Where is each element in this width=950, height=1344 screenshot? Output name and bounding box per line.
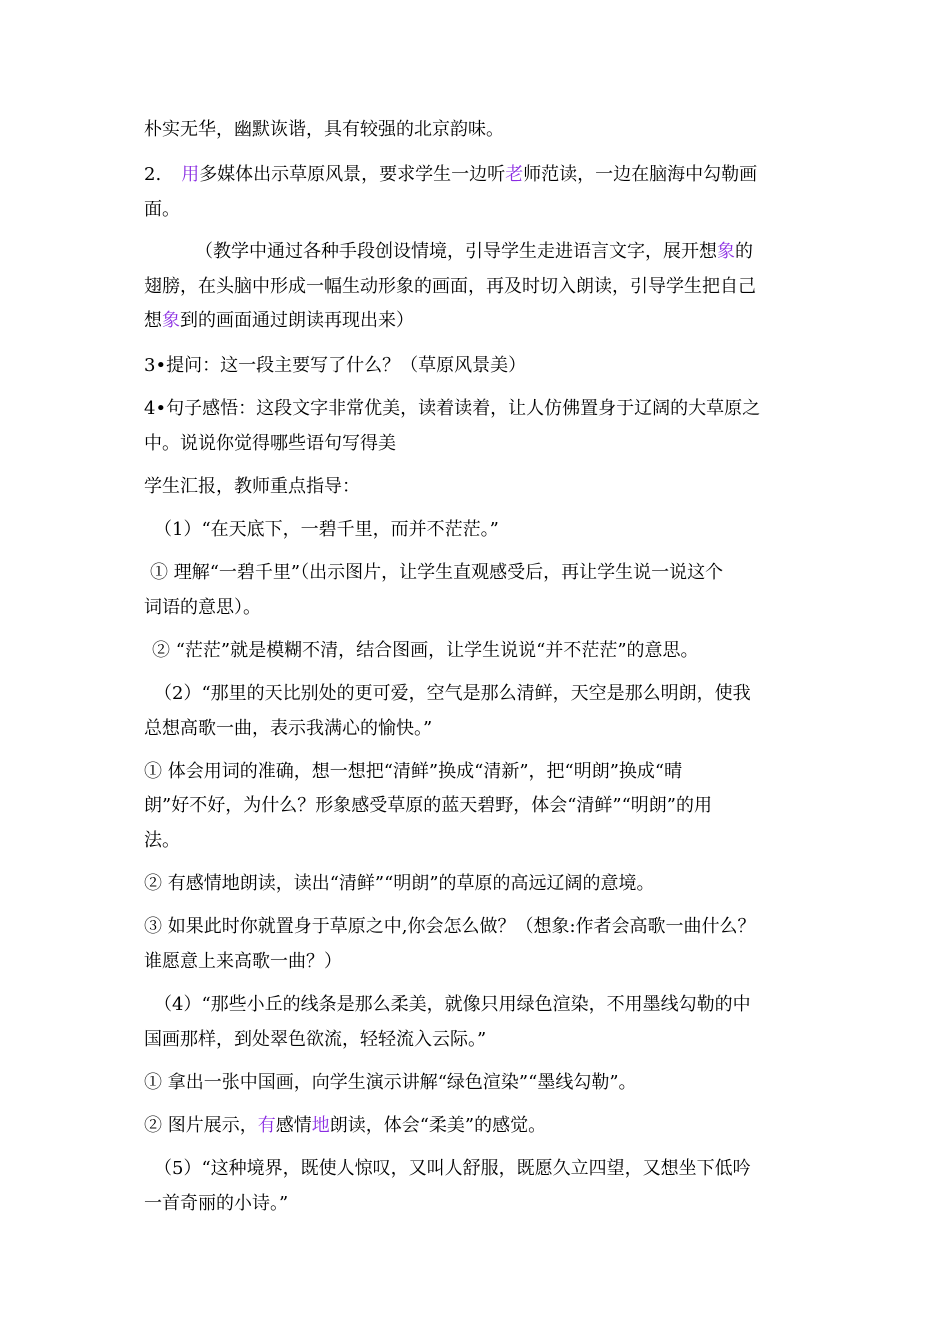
paragraph-line: 一首奇丽的小诗。”	[144, 1193, 289, 1214]
paragraph-line: 词语的意思）。	[144, 597, 261, 618]
highlighted-char: 用	[181, 164, 200, 185]
line-text: 的	[735, 241, 753, 262]
paragraph-line: （2）“那里的天比别处的更可爱，空气是那么清鲜，天空是那么明朗，使我	[154, 683, 751, 704]
highlighted-char: 有	[257, 1115, 276, 1136]
paragraph-line: 翅膀，在头脑中形成一幅生动形象的画面，再及时切入朗读，引导学生把自己	[144, 276, 756, 297]
paragraph-line	[195, 241, 753, 263]
list-number: 2.	[144, 164, 162, 185]
line-text: 朗读，体会“柔美”的感觉。	[329, 1115, 547, 1136]
paragraph-line: ② 有感情地朗读，读出“清鲜”“明朗”的草原的高远辽阔的意境。	[144, 873, 655, 894]
paragraph-line	[144, 164, 757, 186]
highlighted-char: 地	[311, 1115, 330, 1136]
paragraph-line: 谁愿意上来高歌一曲？）	[144, 951, 342, 972]
highlighted-char: 象	[162, 310, 180, 331]
paragraph-line	[144, 1115, 546, 1137]
paragraph-line	[144, 310, 414, 332]
line-text: 感情	[275, 1115, 312, 1136]
highlighted-char: 老	[505, 164, 524, 185]
line-text: 多媒体出示草原风景，要求学生一边听	[199, 164, 506, 185]
paragraph-line: （5）“这种境界，既使人惊叹，又叫人舒服，既愿久立四望，又想坐下低吟	[154, 1158, 751, 1179]
highlighted-char: 象	[717, 241, 735, 262]
line-text: 想	[144, 310, 162, 331]
paragraph-line: （4）“那些小丘的线条是那么柔美，就像只用绿色渲染，不用墨线勾勒的中	[154, 994, 751, 1015]
paragraph-line: 3•提问：这一段主要写了什么？（草原风景美）	[144, 355, 527, 376]
line-text: （教学中通过各种手段创设情境，引导学生走进语言文字，展开想	[195, 241, 717, 262]
paragraph-line: 面。	[144, 199, 180, 220]
paragraph-line: （1）“在天底下，一碧千里，而并不茫茫。”	[154, 519, 499, 540]
paragraph-line: ① 拿出一张中国画，向学生演示讲解“绿色渲染”“墨线勾勒”。	[144, 1072, 637, 1093]
line-text: ② 图片展示，	[144, 1115, 258, 1136]
paragraph-line: 国画那样，到处翠色欲流，轻轻流入云际。”	[144, 1029, 487, 1050]
paragraph-line: ① 体会用词的准确，想一想把“清鲜”换成“清新”，把“明朗”换成“晴	[144, 761, 683, 782]
line-text: 到的画面通过朗读再现出来）	[180, 310, 414, 331]
paragraph-line: 学生汇报，教师重点指导：	[144, 476, 360, 497]
paragraph-line: 朴实无华，幽默诙谐，具有较强的北京韵味。	[144, 119, 504, 140]
paragraph-line: 法。	[144, 830, 180, 851]
paragraph-line: 朗”好不好，为什么？形象感受草原的蓝天碧野，体会“清鲜”“明朗”的用	[144, 795, 713, 816]
paragraph-line: 中。说说你觉得哪些语句写得美	[144, 433, 396, 454]
line-text: 师范读，一边在脑海中勾勒画	[523, 164, 758, 185]
paragraph-line: 总想高歌一曲，表示我满心的愉快。”	[144, 718, 433, 739]
paragraph-line: ③ 如果此时你就置身于草原之中,你会怎么做？（想象:作者会高歌一曲什么？	[144, 916, 756, 937]
paragraph-line: 4•句子感悟：这段文字非常优美，读着读着，让人仿佛置身于辽阔的大草原之	[144, 398, 761, 419]
paragraph-line: ① 理解“一碧千里”（出示图片，让学生直观感受后，再让学生说一说这个	[150, 562, 724, 583]
paragraph-line: ② “茫茫”就是模糊不清，结合图画，让学生说说“并不茫茫”的意思。	[152, 640, 699, 661]
